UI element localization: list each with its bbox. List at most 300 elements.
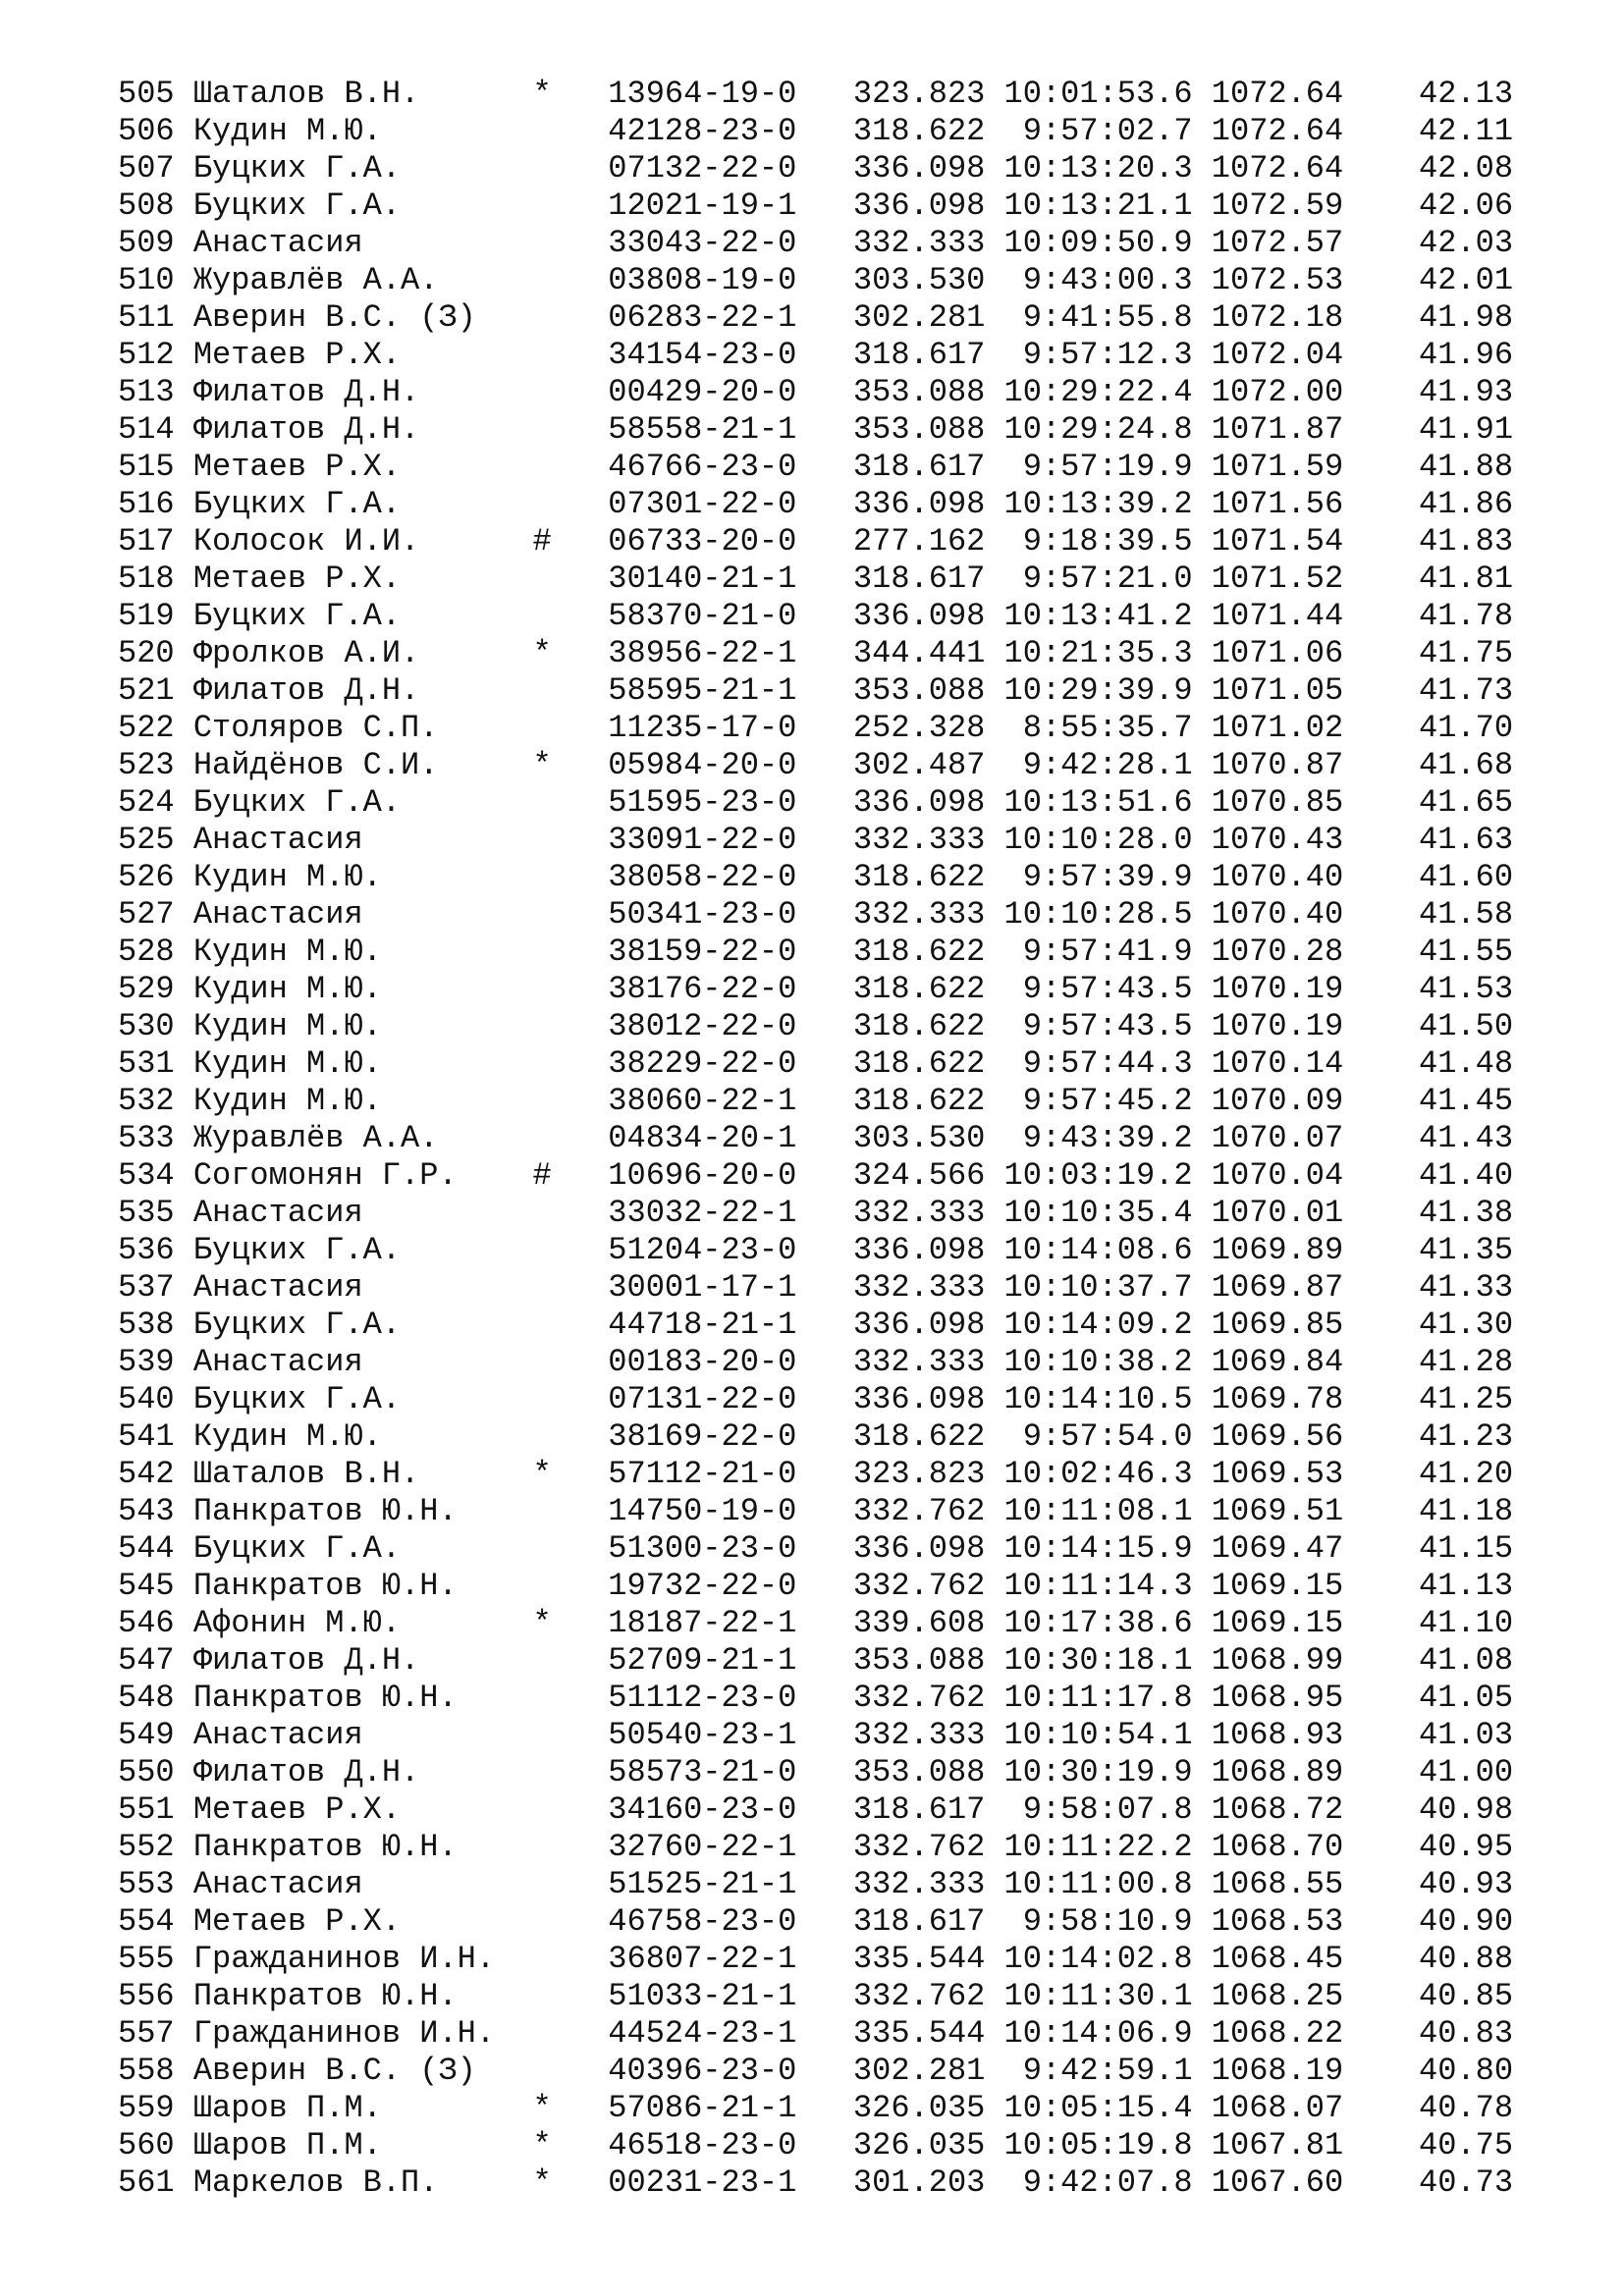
cell-ring: 57112-21-0 xyxy=(608,1456,853,1492)
cell-distance: 332.333 xyxy=(852,1344,986,1380)
cell-name: Кудин М.Ю. xyxy=(192,934,533,970)
cell-speed: 1067.81 xyxy=(1192,2127,1344,2163)
cell-distance: 339.608 xyxy=(852,1605,986,1641)
cell-mark xyxy=(532,299,608,336)
cell-place: 510 xyxy=(118,262,193,298)
cell-mark xyxy=(532,150,608,187)
cell-mark xyxy=(532,1493,608,1529)
cell-points: 41.25 xyxy=(1343,1381,1514,1417)
cell-place: 532 xyxy=(118,1083,193,1119)
table-row xyxy=(118,1754,1513,1791)
cell-mark xyxy=(532,2015,608,2052)
cell-points: 41.33 xyxy=(1343,1269,1514,1306)
table-row xyxy=(118,187,1513,225)
cell-ring: 38060-22-1 xyxy=(608,1083,853,1119)
cell-place: 530 xyxy=(118,1008,193,1044)
cell-distance: 353.088 xyxy=(852,672,986,709)
table-row xyxy=(118,1232,1513,1269)
table-row xyxy=(118,113,1513,150)
cell-distance: 335.544 xyxy=(852,2015,986,2052)
cell-time: 10:11:00.8 xyxy=(985,1866,1193,1902)
cell-name: Анастасия xyxy=(192,225,533,261)
table-row xyxy=(118,1307,1513,1344)
cell-ring: 10696-20-0 xyxy=(608,1157,853,1194)
cell-distance: 318.622 xyxy=(852,934,986,970)
cell-place: 540 xyxy=(118,1381,193,1417)
cell-place: 533 xyxy=(118,1120,193,1156)
cell-name: Панкратов Ю.Н. xyxy=(192,1680,533,1716)
cell-time: 9:43:00.3 xyxy=(985,262,1193,298)
cell-time: 10:10:54.1 xyxy=(985,1717,1193,1753)
cell-points: 41.50 xyxy=(1343,1008,1514,1044)
cell-ring: 38176-22-0 xyxy=(608,971,853,1007)
table-row xyxy=(118,1941,1513,1978)
cell-mark xyxy=(532,971,608,1007)
cell-points: 41.55 xyxy=(1343,934,1514,970)
cell-ring: 30140-21-1 xyxy=(608,561,853,597)
cell-points: 41.75 xyxy=(1343,635,1514,671)
cell-ring: 11235-17-0 xyxy=(608,710,853,746)
cell-name: Шаталов В.Н. xyxy=(192,1456,533,1492)
cell-points: 41.68 xyxy=(1343,747,1514,783)
cell-mark xyxy=(532,1903,608,1940)
cell-time: 9:57:12.3 xyxy=(985,337,1193,373)
cell-points: 42.08 xyxy=(1343,150,1514,187)
cell-distance: 336.098 xyxy=(852,784,986,821)
cell-speed: 1069.15 xyxy=(1192,1605,1344,1641)
cell-mark: * xyxy=(532,635,609,671)
cell-name: Столяров С.П. xyxy=(192,710,533,746)
cell-points: 42.11 xyxy=(1343,113,1514,149)
cell-name: Кудин М.Ю. xyxy=(192,859,533,895)
cell-name: Шаров П.М. xyxy=(192,2127,533,2163)
cell-points: 41.28 xyxy=(1343,1344,1514,1380)
cell-ring: 32760-22-1 xyxy=(608,1829,853,1865)
cell-time: 10:13:21.1 xyxy=(985,187,1193,224)
cell-mark: * xyxy=(532,2164,609,2201)
cell-ring: 42128-23-0 xyxy=(608,113,853,149)
cell-points: 41.91 xyxy=(1343,411,1514,448)
cell-points: 41.43 xyxy=(1343,1120,1514,1156)
cell-distance: 318.617 xyxy=(852,1791,986,1828)
cell-distance: 332.333 xyxy=(852,1195,986,1231)
cell-speed: 1068.95 xyxy=(1192,1680,1344,1716)
table-row xyxy=(118,486,1513,523)
cell-distance: 318.617 xyxy=(852,1903,986,1940)
cell-mark xyxy=(532,1680,608,1716)
table-row xyxy=(118,1493,1513,1530)
cell-distance: 323.823 xyxy=(852,1456,986,1492)
cell-distance: 326.035 xyxy=(852,2127,986,2163)
cell-points: 41.93 xyxy=(1343,374,1514,410)
cell-speed: 1068.53 xyxy=(1192,1903,1344,1940)
table-row xyxy=(118,672,1513,710)
cell-speed: 1069.89 xyxy=(1192,1232,1344,1268)
cell-name: Филатов Д.Н. xyxy=(192,374,533,410)
cell-name: Буцких Г.А. xyxy=(192,150,533,187)
cell-time: 10:13:41.2 xyxy=(985,598,1193,634)
table-row xyxy=(118,1045,1513,1083)
cell-mark xyxy=(532,1381,608,1417)
table-row xyxy=(118,710,1513,747)
cell-points: 41.63 xyxy=(1343,822,1514,858)
table-row xyxy=(118,2164,1513,2202)
cell-time: 10:13:51.6 xyxy=(985,784,1193,821)
cell-place: 544 xyxy=(118,1530,193,1567)
cell-distance: 332.762 xyxy=(852,1978,986,2014)
cell-points: 40.88 xyxy=(1343,1941,1514,1977)
cell-distance: 318.622 xyxy=(852,1045,986,1082)
cell-distance: 332.333 xyxy=(852,896,986,933)
table-row xyxy=(118,449,1513,486)
cell-points: 40.80 xyxy=(1343,2053,1514,2089)
cell-mark xyxy=(532,1754,608,1790)
cell-time: 10:29:22.4 xyxy=(985,374,1193,410)
cell-name: Анастасия xyxy=(192,1866,533,1902)
cell-name: Анастасия xyxy=(192,1717,533,1753)
cell-name: Согомонян Г.Р. xyxy=(192,1157,533,1194)
cell-time: 10:10:35.4 xyxy=(985,1195,1193,1231)
cell-name: Аверин В.С. (З) xyxy=(192,2053,533,2089)
cell-ring: 18187-22-1 xyxy=(608,1605,853,1641)
table-row xyxy=(118,1568,1513,1605)
cell-points: 41.23 xyxy=(1343,1418,1514,1455)
cell-points: 41.86 xyxy=(1343,486,1514,522)
cell-time: 8:55:35.7 xyxy=(985,710,1193,746)
cell-mark xyxy=(532,411,608,448)
cell-place: 528 xyxy=(118,934,193,970)
cell-time: 10:13:39.2 xyxy=(985,486,1193,522)
cell-distance: 332.333 xyxy=(852,225,986,261)
cell-time: 10:30:19.9 xyxy=(985,1754,1193,1790)
cell-speed: 1068.72 xyxy=(1192,1791,1344,1828)
cell-mark xyxy=(532,561,608,597)
cell-name: Метаев Р.Х. xyxy=(192,1903,533,1940)
cell-place: 512 xyxy=(118,337,193,373)
cell-time: 10:14:09.2 xyxy=(985,1307,1193,1343)
cell-place: 514 xyxy=(118,411,193,448)
cell-place: 522 xyxy=(118,710,193,746)
cell-mark xyxy=(532,1269,608,1306)
cell-points: 41.00 xyxy=(1343,1754,1514,1790)
cell-time: 9:42:59.1 xyxy=(985,2053,1193,2089)
cell-ring: 07131-22-0 xyxy=(608,1381,853,1417)
cell-points: 41.98 xyxy=(1343,299,1514,336)
cell-speed: 1070.07 xyxy=(1192,1120,1344,1156)
cell-ring: 00231-23-1 xyxy=(608,2164,853,2201)
cell-speed: 1068.70 xyxy=(1192,1829,1344,1865)
cell-mark xyxy=(532,859,608,895)
cell-mark: # xyxy=(532,1157,609,1194)
table-row xyxy=(118,934,1513,971)
cell-speed: 1070.43 xyxy=(1192,822,1344,858)
cell-distance: 324.566 xyxy=(852,1157,986,1194)
cell-name: Кудин М.Ю. xyxy=(192,1008,533,1044)
table-row xyxy=(118,971,1513,1008)
cell-ring: 33032-22-1 xyxy=(608,1195,853,1231)
cell-name: Журавлёв А.А. xyxy=(192,262,533,298)
cell-time: 9:58:10.9 xyxy=(985,1903,1193,1940)
cell-ring: 00429-20-0 xyxy=(608,374,853,410)
cell-points: 41.81 xyxy=(1343,561,1514,597)
cell-place: 505 xyxy=(118,76,193,112)
table-row xyxy=(118,262,1513,299)
cell-speed: 1070.40 xyxy=(1192,896,1344,933)
cell-distance: 332.333 xyxy=(852,1717,986,1753)
cell-name: Кудин М.Ю. xyxy=(192,1045,533,1082)
cell-name: Анастасия xyxy=(192,896,533,933)
cell-ring: 40396-23-0 xyxy=(608,2053,853,2089)
cell-speed: 1068.99 xyxy=(1192,1642,1344,1679)
cell-mark xyxy=(532,934,608,970)
cell-points: 40.73 xyxy=(1343,2164,1514,2201)
cell-name: Шаталов В.Н. xyxy=(192,76,533,112)
cell-ring: 13964-19-0 xyxy=(608,76,853,112)
cell-name: Гражданинов И.Н. xyxy=(192,2015,533,2052)
cell-mark: * xyxy=(532,2090,609,2126)
cell-speed: 1072.64 xyxy=(1192,113,1344,149)
cell-place: 539 xyxy=(118,1344,193,1380)
cell-place: 537 xyxy=(118,1269,193,1306)
cell-mark xyxy=(532,672,608,709)
cell-distance: 332.762 xyxy=(852,1493,986,1529)
cell-ring: 38058-22-0 xyxy=(608,859,853,895)
cell-ring: 57086-21-1 xyxy=(608,2090,853,2126)
cell-mark: * xyxy=(532,2127,609,2163)
cell-points: 41.73 xyxy=(1343,672,1514,709)
cell-time: 10:14:15.9 xyxy=(985,1530,1193,1567)
cell-name: Буцких Г.А. xyxy=(192,1530,533,1567)
cell-points: 40.90 xyxy=(1343,1903,1514,1940)
cell-name: Буцких Г.А. xyxy=(192,1381,533,1417)
cell-time: 10:11:22.2 xyxy=(985,1829,1193,1865)
cell-distance: 318.622 xyxy=(852,113,986,149)
cell-time: 10:10:28.0 xyxy=(985,822,1193,858)
cell-ring: 33091-22-0 xyxy=(608,822,853,858)
cell-distance: 332.333 xyxy=(852,1269,986,1306)
cell-mark xyxy=(532,225,608,261)
cell-time: 10:05:19.8 xyxy=(985,2127,1193,2163)
cell-points: 41.10 xyxy=(1343,1605,1514,1641)
cell-speed: 1071.59 xyxy=(1192,449,1344,485)
cell-distance: 303.530 xyxy=(852,262,986,298)
cell-name: Найдёнов С.И. xyxy=(192,747,533,783)
cell-mark xyxy=(532,1232,608,1268)
cell-place: 558 xyxy=(118,2053,193,2089)
cell-name: Фролков А.И. xyxy=(192,635,533,671)
cell-mark xyxy=(532,1530,608,1567)
cell-mark xyxy=(532,710,608,746)
cell-time: 10:03:19.2 xyxy=(985,1157,1193,1194)
cell-distance: 303.530 xyxy=(852,1120,986,1156)
cell-place: 551 xyxy=(118,1791,193,1828)
cell-distance: 344.441 xyxy=(852,635,986,671)
cell-speed: 1068.55 xyxy=(1192,1866,1344,1902)
table-row xyxy=(118,1269,1513,1307)
cell-distance: 336.098 xyxy=(852,598,986,634)
cell-ring: 38229-22-0 xyxy=(608,1045,853,1082)
cell-distance: 326.035 xyxy=(852,2090,986,2126)
cell-name: Филатов Д.Н. xyxy=(192,1754,533,1790)
cell-points: 42.13 xyxy=(1343,76,1514,112)
table-row xyxy=(118,337,1513,374)
cell-ring: 51595-23-0 xyxy=(608,784,853,821)
cell-ring: 58558-21-1 xyxy=(608,411,853,448)
cell-speed: 1072.18 xyxy=(1192,299,1344,336)
cell-ring: 51204-23-0 xyxy=(608,1232,853,1268)
cell-points: 41.38 xyxy=(1343,1195,1514,1231)
table-row xyxy=(118,598,1513,635)
cell-speed: 1068.25 xyxy=(1192,1978,1344,2014)
cell-place: 524 xyxy=(118,784,193,821)
cell-speed: 1072.57 xyxy=(1192,225,1344,261)
cell-mark: # xyxy=(532,523,609,560)
table-row xyxy=(118,747,1513,784)
cell-time: 9:57:45.2 xyxy=(985,1083,1193,1119)
cell-distance: 332.762 xyxy=(852,1829,986,1865)
cell-name: Кудин М.Ю. xyxy=(192,1083,533,1119)
cell-place: 527 xyxy=(118,896,193,933)
cell-mark xyxy=(532,1418,608,1455)
cell-time: 10:11:30.1 xyxy=(985,1978,1193,2014)
cell-distance: 336.098 xyxy=(852,150,986,187)
cell-mark xyxy=(532,1344,608,1380)
cell-time: 9:57:41.9 xyxy=(985,934,1193,970)
table-row xyxy=(118,1829,1513,1866)
table-row xyxy=(118,1120,1513,1157)
cell-name: Панкратов Ю.Н. xyxy=(192,1978,533,2014)
cell-mark xyxy=(532,1120,608,1156)
cell-time: 10:10:28.5 xyxy=(985,896,1193,933)
table-row xyxy=(118,76,1513,113)
table-row xyxy=(118,2015,1513,2053)
cell-time: 10:14:08.6 xyxy=(985,1232,1193,1268)
cell-ring: 36807-22-1 xyxy=(608,1941,853,1977)
cell-mark xyxy=(532,2053,608,2089)
cell-place: 506 xyxy=(118,113,193,149)
cell-points: 41.35 xyxy=(1343,1232,1514,1268)
cell-ring: 44718-21-1 xyxy=(608,1307,853,1343)
cell-points: 42.03 xyxy=(1343,225,1514,261)
cell-distance: 336.098 xyxy=(852,1381,986,1417)
cell-mark xyxy=(532,1717,608,1753)
cell-time: 9:42:07.8 xyxy=(985,2164,1193,2201)
table-row xyxy=(118,374,1513,411)
cell-place: 553 xyxy=(118,1866,193,1902)
table-row xyxy=(118,1791,1513,1829)
cell-points: 42.06 xyxy=(1343,187,1514,224)
table-row xyxy=(118,1157,1513,1195)
cell-time: 10:14:10.5 xyxy=(985,1381,1193,1417)
cell-points: 41.78 xyxy=(1343,598,1514,634)
cell-ring: 44524-23-1 xyxy=(608,2015,853,2052)
cell-ring: 46758-23-0 xyxy=(608,1903,853,1940)
cell-speed: 1070.19 xyxy=(1192,1008,1344,1044)
cell-time: 10:05:15.4 xyxy=(985,2090,1193,2126)
cell-mark xyxy=(532,896,608,933)
cell-distance: 332.762 xyxy=(852,1680,986,1716)
cell-distance: 336.098 xyxy=(852,1307,986,1343)
cell-ring: 58370-21-0 xyxy=(608,598,853,634)
cell-place: 517 xyxy=(118,523,193,560)
cell-mark xyxy=(532,1829,608,1865)
cell-distance: 252.328 xyxy=(852,710,986,746)
cell-ring: 12021-19-1 xyxy=(608,187,853,224)
cell-distance: 336.098 xyxy=(852,187,986,224)
cell-place: 560 xyxy=(118,2127,193,2163)
table-row xyxy=(118,561,1513,598)
cell-speed: 1068.19 xyxy=(1192,2053,1344,2089)
cell-place: 535 xyxy=(118,1195,193,1231)
table-row xyxy=(118,1008,1513,1045)
cell-name: Метаев Р.Х. xyxy=(192,561,533,597)
cell-name: Панкратов Ю.Н. xyxy=(192,1493,533,1529)
cell-points: 41.96 xyxy=(1343,337,1514,373)
cell-speed: 1068.07 xyxy=(1192,2090,1344,2126)
cell-distance: 353.088 xyxy=(852,1754,986,1790)
cell-name: Буцких Г.А. xyxy=(192,187,533,224)
cell-ring: 34160-23-0 xyxy=(608,1791,853,1828)
cell-name: Филатов Д.Н. xyxy=(192,672,533,709)
cell-points: 41.65 xyxy=(1343,784,1514,821)
cell-mark: * xyxy=(532,76,609,112)
cell-points: 41.58 xyxy=(1343,896,1514,933)
cell-place: 541 xyxy=(118,1418,193,1455)
cell-time: 9:57:54.0 xyxy=(985,1418,1193,1455)
cell-distance: 318.617 xyxy=(852,561,986,597)
cell-speed: 1070.40 xyxy=(1192,859,1344,895)
cell-mark xyxy=(532,1045,608,1082)
cell-time: 10:10:38.2 xyxy=(985,1344,1193,1380)
cell-place: 552 xyxy=(118,1829,193,1865)
cell-distance: 318.617 xyxy=(852,337,986,373)
cell-name: Метаев Р.Х. xyxy=(192,1791,533,1828)
cell-time: 10:13:20.3 xyxy=(985,150,1193,187)
cell-place: 521 xyxy=(118,672,193,709)
cell-speed: 1072.04 xyxy=(1192,337,1344,373)
cell-name: Панкратов Ю.Н. xyxy=(192,1568,533,1604)
cell-name: Метаев Р.Х. xyxy=(192,449,533,485)
cell-mark xyxy=(532,1568,608,1604)
cell-points: 40.95 xyxy=(1343,1829,1514,1865)
cell-speed: 1072.53 xyxy=(1192,262,1344,298)
cell-mark xyxy=(532,1307,608,1343)
table-row xyxy=(118,859,1513,896)
table-row xyxy=(118,1530,1513,1568)
table-row xyxy=(118,1642,1513,1680)
cell-place: 548 xyxy=(118,1680,193,1716)
cell-time: 10:21:35.3 xyxy=(985,635,1193,671)
cell-mark xyxy=(532,784,608,821)
cell-speed: 1070.19 xyxy=(1192,971,1344,1007)
cell-place: 525 xyxy=(118,822,193,858)
cell-ring: 38169-22-0 xyxy=(608,1418,853,1455)
cell-place: 536 xyxy=(118,1232,193,1268)
cell-place: 534 xyxy=(118,1157,193,1194)
cell-distance: 318.622 xyxy=(852,1008,986,1044)
cell-mark xyxy=(532,1866,608,1902)
cell-place: 543 xyxy=(118,1493,193,1529)
cell-place: 515 xyxy=(118,449,193,485)
cell-place: 561 xyxy=(118,2164,193,2201)
cell-ring: 51300-23-0 xyxy=(608,1530,853,1567)
cell-distance: 353.088 xyxy=(852,374,986,410)
cell-speed: 1067.60 xyxy=(1192,2164,1344,2201)
cell-speed: 1069.51 xyxy=(1192,1493,1344,1529)
cell-speed: 1069.15 xyxy=(1192,1568,1344,1604)
cell-ring: 06283-22-1 xyxy=(608,299,853,336)
table-row xyxy=(118,2127,1513,2164)
